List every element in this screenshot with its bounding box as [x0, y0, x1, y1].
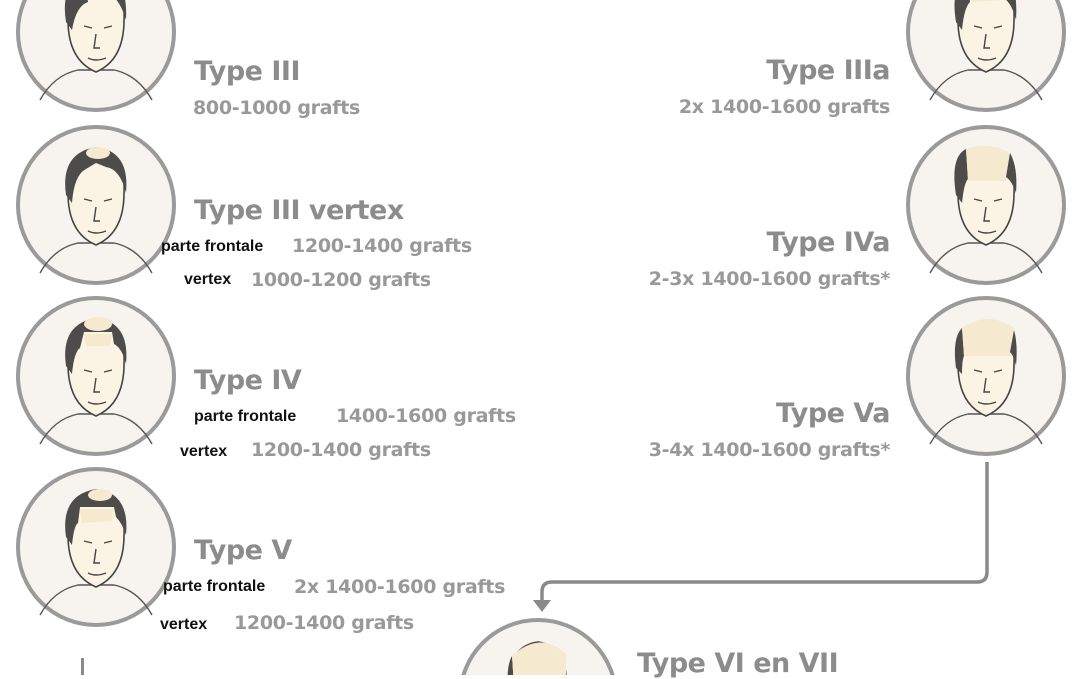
type-iv-vertex-grafts: 1200-1400 grafts: [251, 439, 431, 461]
type-v-frontal-label: parte frontale: [163, 578, 266, 595]
type-v-avatar: [14, 465, 178, 629]
type-iv-frontal-grafts: 1400-1600 grafts: [336, 405, 516, 427]
type-va-avatar: [904, 294, 1068, 458]
type-iii-vertex-vertex-grafts: 1000-1200 grafts: [251, 269, 431, 291]
type-iii-avatar: [14, 0, 178, 114]
type-iii-vertex-avatar: [14, 123, 178, 287]
type-iv-frontal-label: parte frontale: [194, 408, 297, 425]
type-iiia-title: Type IIIa: [766, 55, 890, 86]
type-iii-vertex-frontal-grafts: 1200-1400 grafts: [292, 235, 472, 257]
type-iii-title: Type III: [194, 56, 300, 87]
type-v-title: Type V: [194, 535, 292, 566]
flow-arrowhead: [533, 600, 551, 612]
type-vi-vii-title: Type VI en VII: [637, 648, 839, 679]
type-iv-vertex-label: vertex: [180, 443, 228, 460]
flow-line: [542, 462, 987, 602]
type-v-vertex-grafts: 1200-1400 grafts: [234, 612, 414, 634]
type-va-title: Type Va: [776, 398, 890, 429]
type-v-frontal-grafts: 2x 1400-1600 grafts: [294, 576, 506, 598]
type-iii-grafts: 800-1000 grafts: [193, 97, 360, 119]
type-vi-vii-avatar: [456, 616, 620, 675]
type-iii-vertex-frontal-label: parte frontale: [161, 238, 264, 255]
type-v-vertex-label: vertex: [160, 616, 208, 633]
type-iva-grafts: 2-3x 1400-1600 grafts*: [648, 268, 890, 290]
type-iii-vertex-vertex-label: vertex: [184, 271, 232, 288]
type-iiia-avatar: [904, 0, 1068, 114]
type-iva-avatar: [904, 123, 1068, 287]
type-iva-title: Type IVa: [766, 227, 890, 258]
type-iii-vertex-title: Type III vertex: [194, 195, 404, 226]
type-va-grafts: 3-4x 1400-1600 grafts*: [648, 439, 890, 461]
type-iv-title: Type IV: [194, 365, 302, 396]
edge-fragment: [81, 658, 84, 675]
type-iv-avatar: [14, 294, 178, 458]
type-iiia-grafts: 2x 1400-1600 grafts: [678, 96, 890, 118]
